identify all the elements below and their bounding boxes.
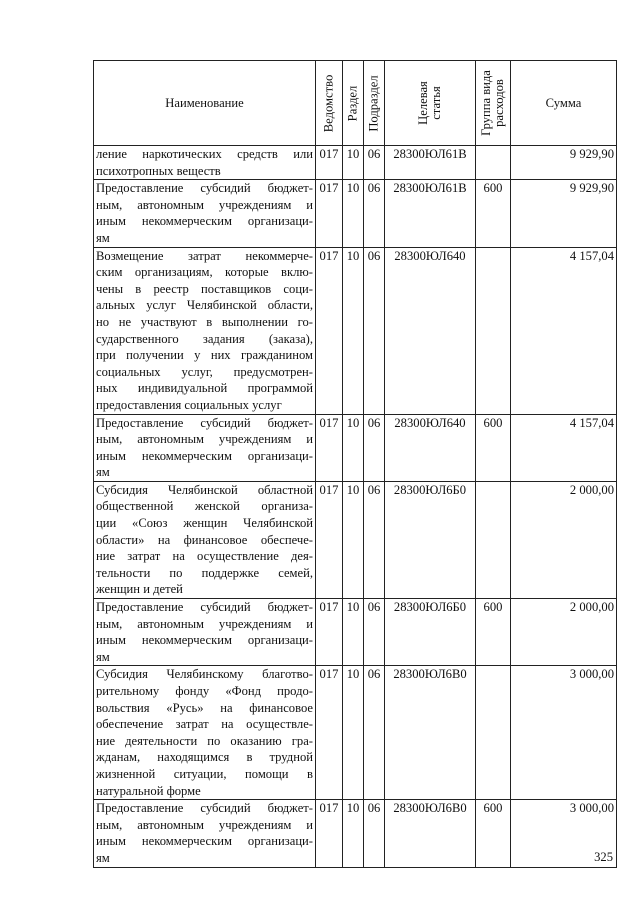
row-subsection: 06 — [364, 146, 385, 180]
row-name-line: натуральной форме — [96, 783, 201, 798]
row-department: 017 — [316, 481, 343, 598]
row-section: 10 — [343, 800, 364, 867]
row-department: 017 — [316, 146, 343, 180]
table-row — [94, 599, 617, 666]
row-sum: 2 000,00 — [511, 481, 617, 598]
row-department: 017 — [316, 247, 343, 414]
table-body — [94, 146, 617, 868]
row-expense-group — [476, 481, 511, 598]
row-name-line: ным, автономным учреждениям и — [96, 197, 313, 212]
row-expense-group — [476, 247, 511, 414]
row-name — [94, 247, 316, 414]
header-sum: Сумма — [511, 61, 617, 146]
row-expense-group: 600 — [476, 180, 511, 247]
row-name-line: иным некоммерческим организаци- — [96, 834, 313, 849]
row-name-line: области» на финансовое обеспече- — [96, 532, 313, 547]
row-name-line: сударственного задания (заказа), — [96, 331, 313, 346]
row-name-line: ным, автономным учреждениям и — [96, 432, 313, 447]
table-row — [94, 800, 617, 867]
row-name-line: психотропных веществ — [96, 163, 221, 178]
row-name — [94, 180, 316, 247]
row-section: 10 — [343, 247, 364, 414]
row-name-line: иным некоммерческим организаци- — [96, 448, 313, 463]
header-target-article: Целевая статья — [385, 61, 476, 146]
row-name-line: жданам, находящимся в трудной — [96, 750, 313, 765]
row-section: 10 — [343, 481, 364, 598]
row-name-line: тельности по поддержке семей, — [96, 565, 313, 580]
table-row — [94, 481, 617, 598]
row-name-line: жизненной ситуации, помощи в — [96, 766, 313, 781]
row-section: 10 — [343, 414, 364, 481]
row-name-line: ние затрат на осуществление дея- — [96, 549, 313, 564]
row-subsection: 06 — [364, 800, 385, 867]
row-name-line: ние деятельности по оказанию гра- — [96, 733, 313, 748]
row-department: 017 — [316, 599, 343, 666]
row-department: 017 — [316, 414, 343, 481]
row-name-line: при получении у них гражданином — [96, 348, 313, 363]
budget-table — [93, 60, 617, 868]
table-row — [94, 247, 617, 414]
row-name-line: ям — [96, 850, 110, 865]
row-name — [94, 146, 316, 180]
row-sum: 2 000,00 — [511, 599, 617, 666]
table-row — [94, 414, 617, 481]
row-name-line: иным некоммерческим организаци- — [96, 633, 313, 648]
row-department: 017 — [316, 180, 343, 247]
row-subsection: 06 — [364, 180, 385, 247]
row-name-line: Возмещение затрат некоммерче- — [96, 248, 313, 263]
header-name: Наименование — [94, 61, 316, 146]
header-department: Ведомство — [316, 61, 343, 146]
row-target-article: 28300ЮЛ61В — [385, 180, 476, 247]
row-name-line: рительному фонду «Фонд продо- — [96, 684, 313, 698]
row-expense-group: 600 — [476, 599, 511, 666]
row-expense-group — [476, 146, 511, 180]
row-sum: 9 929,90 — [511, 180, 617, 247]
row-name-line: ным, автономным учреждениям и — [96, 817, 313, 832]
row-sum: 3 000,00 — [511, 666, 617, 800]
header-section: Раздел — [343, 61, 364, 146]
row-name-line: ям — [96, 465, 110, 480]
row-section: 10 — [343, 180, 364, 247]
row-expense-group — [476, 666, 511, 800]
row-target-article: 28300ЮЛ640 — [385, 414, 476, 481]
header-subsection: Подраздел — [364, 61, 385, 146]
row-sum: 3 000,00 — [511, 800, 617, 867]
row-sum: 4 157,04 — [511, 247, 617, 414]
row-name-line: но не участвуют в выполнении го- — [96, 314, 313, 329]
row-subsection: 06 — [364, 481, 385, 598]
row-target-article: 28300ЮЛ6Б0 — [385, 599, 476, 666]
row-name — [94, 666, 316, 800]
row-name-line: иным некоммерческим организаци- — [96, 214, 313, 229]
row-section: 10 — [343, 146, 364, 180]
table-row — [94, 146, 617, 180]
row-expense-group: 600 — [476, 800, 511, 867]
row-department: 017 — [316, 666, 343, 800]
row-expense-group: 600 — [476, 414, 511, 481]
row-name-line: ление наркотических средств или — [96, 147, 313, 161]
row-name — [94, 414, 316, 481]
row-name-line: ных индивидуальной программой — [96, 381, 313, 396]
row-name — [94, 800, 316, 867]
row-name-line: альных услуг Челябинской области, — [96, 298, 313, 313]
row-subsection: 06 — [364, 666, 385, 800]
row-name-line: Предоставление субсидий бюджет- — [96, 415, 313, 430]
row-name-line: предоставления социальных услуг — [96, 397, 282, 412]
table-row — [94, 666, 617, 800]
row-name-line: Субсидия Челябинскому благотво- — [96, 667, 313, 682]
row-sum: 9 929,90 — [511, 146, 617, 180]
row-target-article: 28300ЮЛ6В0 — [385, 800, 476, 867]
row-name-line: ским организациям, которые вклю- — [96, 265, 313, 280]
row-subsection: 06 — [364, 414, 385, 481]
row-name-line: ным, автономным учреждениям и — [96, 616, 313, 631]
row-name-line: Предоставление субсидий бюджет- — [96, 181, 313, 196]
row-section: 10 — [343, 599, 364, 666]
row-name — [94, 599, 316, 666]
row-name-line: Предоставление субсидий бюджет- — [96, 600, 313, 615]
row-section: 10 — [343, 666, 364, 800]
row-subsection: 06 — [364, 599, 385, 666]
row-name-line: социальных услуг, предусмотрен- — [96, 364, 313, 379]
row-name-line: ям — [96, 649, 110, 664]
row-name-line: Субсидия Челябинской областной — [96, 482, 313, 497]
row-name-line: общественной женской организа- — [96, 499, 313, 514]
row-name-line: обеспечение затрат на осуществле- — [96, 717, 313, 732]
row-name-line: ям — [96, 230, 110, 245]
row-target-article: 28300ЮЛ640 — [385, 247, 476, 414]
row-name — [94, 481, 316, 598]
table-row — [94, 180, 617, 247]
row-target-article: 28300ЮЛ6Б0 — [385, 481, 476, 598]
row-name-line: вольствия «Русь» на финансовое — [96, 700, 313, 715]
row-target-article: 28300ЮЛ61В — [385, 146, 476, 180]
table-header-row — [94, 61, 617, 146]
row-sum: 4 157,04 — [511, 414, 617, 481]
row-department: 017 — [316, 800, 343, 867]
page-number: 325 — [594, 850, 613, 864]
row-target-article: 28300ЮЛ6В0 — [385, 666, 476, 800]
row-name-line: ции «Союз женщин Челябинской — [96, 516, 313, 531]
row-name-line: Предоставление субсидий бюджет- — [96, 801, 313, 816]
header-expense-group: Группа вида расходов — [476, 61, 511, 146]
row-subsection: 06 — [364, 247, 385, 414]
row-name-line: женщин и детей — [96, 582, 183, 597]
row-name-line: чены в реестр поставщиков соци- — [96, 281, 313, 296]
